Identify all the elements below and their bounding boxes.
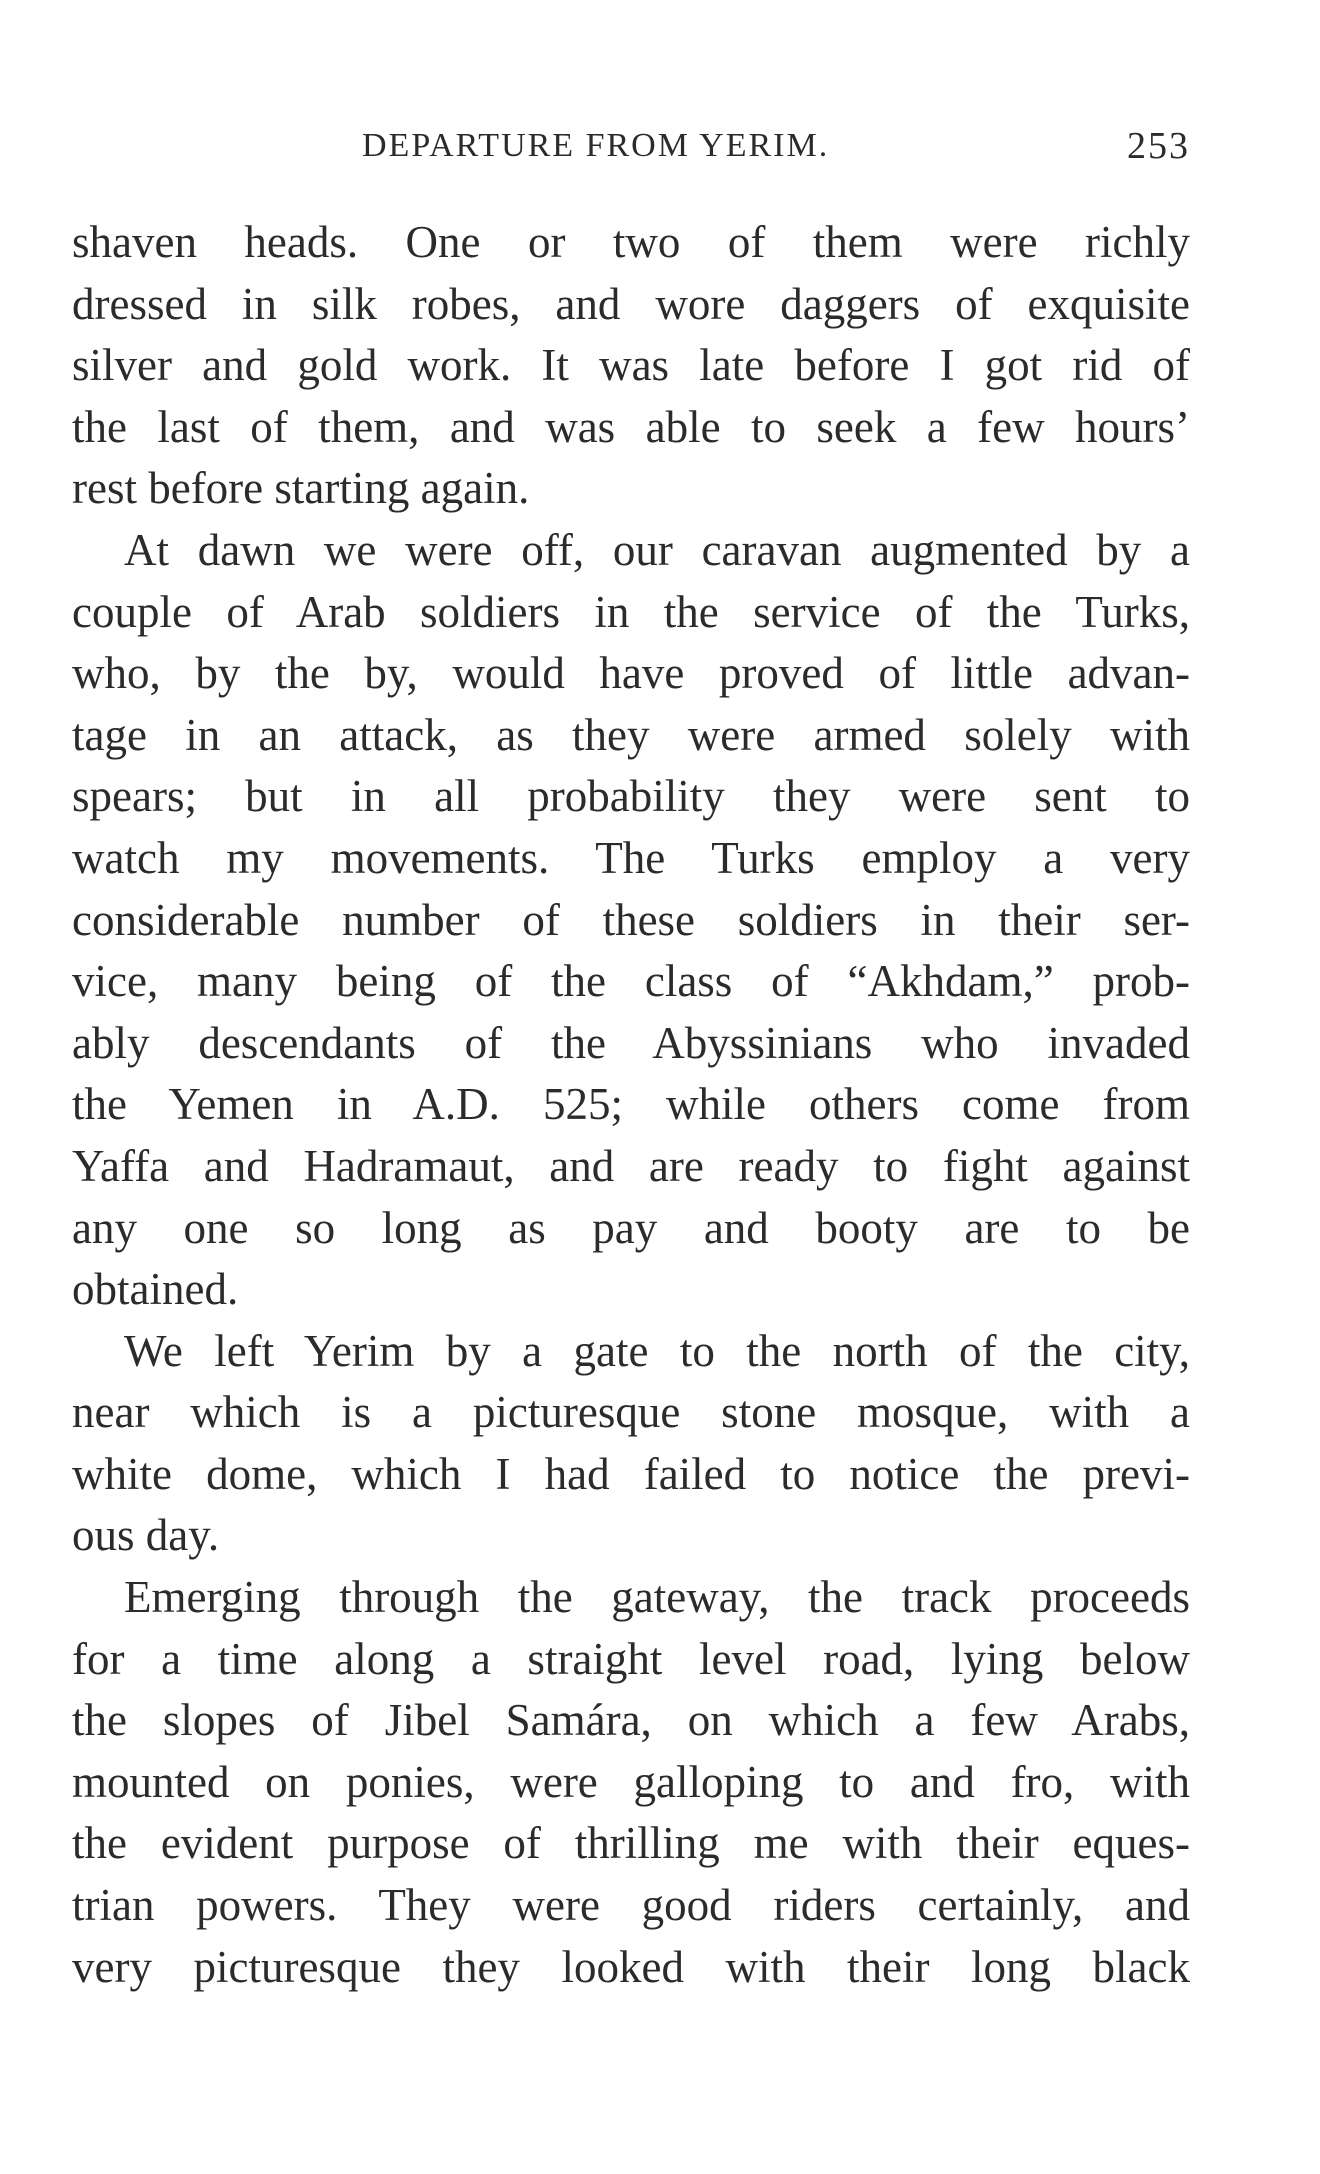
- text-line: Yaffa and Hadramaut, and are ready to fight against: [72, 1140, 1190, 1191]
- text-line: Emerging through the gateway, the track proceeds: [124, 1572, 1190, 1623]
- text-line: shaven heads. One or two of them were richly: [72, 217, 1190, 267]
- text-line: for a time along a straight level road, lying below: [72, 1633, 1190, 1684]
- text-line: couple of Arab soldiers in the service of the Turks,: [72, 586, 1190, 637]
- text-line: dressed in silk robes, and wore daggers of exquisite: [72, 278, 1190, 329]
- text-line: silver and gold work. It was late before I got rid of: [72, 340, 1190, 391]
- text-line: spears; but in all probability they were sent to: [72, 771, 1190, 822]
- text-line: who, by the by, would have proved of little advan-: [72, 648, 1190, 699]
- text-line: We left Yerim by a gate to the north of the city,: [124, 1325, 1190, 1376]
- page-header: [72, 118, 1190, 174]
- text-line: white dome, which I had failed to notice the previ-: [72, 1448, 1190, 1499]
- text-line: obtained.: [72, 1264, 239, 1315]
- body-text: [72, 212, 1190, 1998]
- text-line: ous day.: [72, 1510, 220, 1561]
- text-line: mounted on ponies, were galloping to and fro, with: [72, 1756, 1190, 1807]
- text-line: any one so long as pay and booty are to be: [72, 1202, 1190, 1253]
- running-title: DEPARTURE FROM YERIM.: [362, 127, 830, 164]
- text-line: watch my movements. The Turks employ a very: [72, 832, 1190, 883]
- text-line: At dawn we were off, our caravan augmented by a: [124, 524, 1190, 575]
- page-number: 253: [1127, 125, 1190, 167]
- text-line: ably descendants of the Abyssinians who invaded: [72, 1017, 1190, 1068]
- text-line: rest before starting again.: [72, 463, 530, 514]
- text-line: vice, many being of the class of “Akhdam,” prob-: [72, 956, 1190, 1007]
- text-line: the last of them, and was able to seek a few hours’: [72, 401, 1190, 452]
- text-line: the Yemen in A.D. 525; while others come from: [72, 1079, 1190, 1130]
- text-line: near which is a picturesque stone mosque, with a: [72, 1387, 1190, 1438]
- text-line: considerable number of these soldiers in their ser-: [72, 894, 1190, 945]
- text-line: tage in an attack, as they were armed solely with: [72, 709, 1190, 760]
- text-line: the slopes of Jibel Samára, on which a few Arabs,: [72, 1695, 1190, 1746]
- text-line: trian powers. They were good riders certainly, and: [72, 1880, 1190, 1931]
- text-line: very picturesque they looked with their long black: [72, 1941, 1190, 1992]
- text-line: the evident purpose of thrilling me with their eques-: [72, 1818, 1190, 1869]
